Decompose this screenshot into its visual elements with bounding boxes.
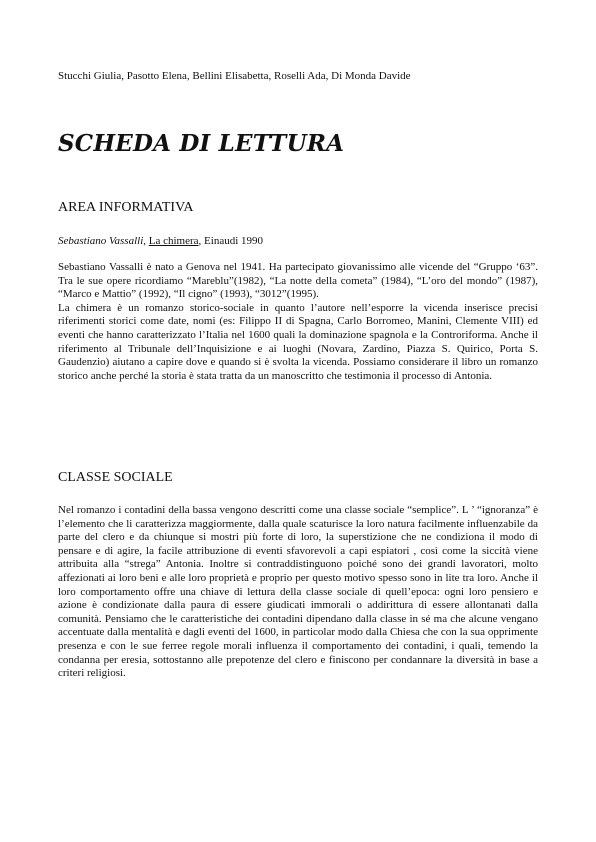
book-reference — [58, 235, 538, 247]
section-classe-sociale — [58, 470, 538, 681]
paragraph-genre: La chimera è un romanzo storico-sociale in quanto l’autore nell’esporre la vicenda inserisce precisi riferimenti storici come date, nomi (es: Filippo II di Spagna, Carlo Borromeo, Manini, Clemente VIII) ed eventi che hanno caratterizzato l’Italia nel 1600 quali la dominazione spagnola e la Controriforma. Anche il riferimento al Tribunale dell’Inquisizione e ai luoghi (Novara, Zardino, Piazza S. Quirico, Porta S. Gaudenzio) aiutano a capire dove e quando si è svolta la vicenda. Possiamo considerare il libro un romanzo storico anche perché la storia è stata tratta da un manoscritto che testimonia il processo di Antonia. — [58, 301, 538, 382]
reference-separator: , — [143, 235, 149, 247]
section-area-informativa — [58, 200, 538, 383]
section-heading: AREA INFORMATIVA — [58, 200, 194, 215]
reference-book-title: La chimera — [148, 235, 199, 247]
paragraph-author-bio: Sebastiano Vassalli è nato a Genova nel 1941. Ha partecipato giovanissimo alle vicende del “Gruppo ‘63”. Tra le sue opere ricordiamo “Mareblu”(1982), “La notte della cometa” (1984), “L’oro del mondo” (1987), “Marco e Mattio” (1992), “Il cigno” (1993), “3012”(1995). — [58, 261, 538, 301]
section-heading: CLASSE SOCIALE — [58, 470, 173, 485]
reference-publisher: , Einaudi 1990 — [198, 235, 264, 247]
reference-author: Sebastiano Vassalli — [58, 235, 144, 247]
authors-line: Stucchi Giulia, Pasotto Elena, Bellini Elisabetta, Roselli Ada, Di Monda Davide — [58, 70, 411, 82]
paragraph-social-class: Nel romanzo i contadini della bassa vengono descritti come una classe sociale “semplice”. L ’ “ignoranza” è l’elemento che li caratterizza maggiormente, dalla quale scaturisce la loro natura facilmente influenzabile da parte del clero e da chiunque si mostri più forte di loro, la superstizione che ne condiziona il modo di pensare e di agire, la facile attribuzione di eventi sfavorevoli a capi espiatori , così come la siccità viene attribuita alla “strega” Antonia. Inoltre si contraddistinguono poiché sono dei grandi lavoratori, molto affezionati ai loro beni e alle loro proprietà e proprio per questo motivo spesso sono in lite tra loro. Anche il loro comportamento offre una chiave di lettura della classe sociale di quell’epoca: ogni loro pensiero e azione è condizionate dalla paura di essere giudicati immorali o addirittura di essere allontanati dalla comunità. Pensiamo che le caratteristiche dei contadini dipendano dalla classe in sé ma che alcune vengano accentuate dalla mentalità e dagli eventi del 1600, in particolar modo dalla Chiesa che con la sua opprimente presenza e con le sue ferree regole morali influenza il comportamento dei contadini, i quali, temendo la condanna per eresia, sottostanno alle prepotenze del clero e finiscono per condannare la diversità in base a criteri religiosi. — [58, 504, 538, 680]
document-title: SCHEDA DI LETTURA — [58, 130, 345, 157]
